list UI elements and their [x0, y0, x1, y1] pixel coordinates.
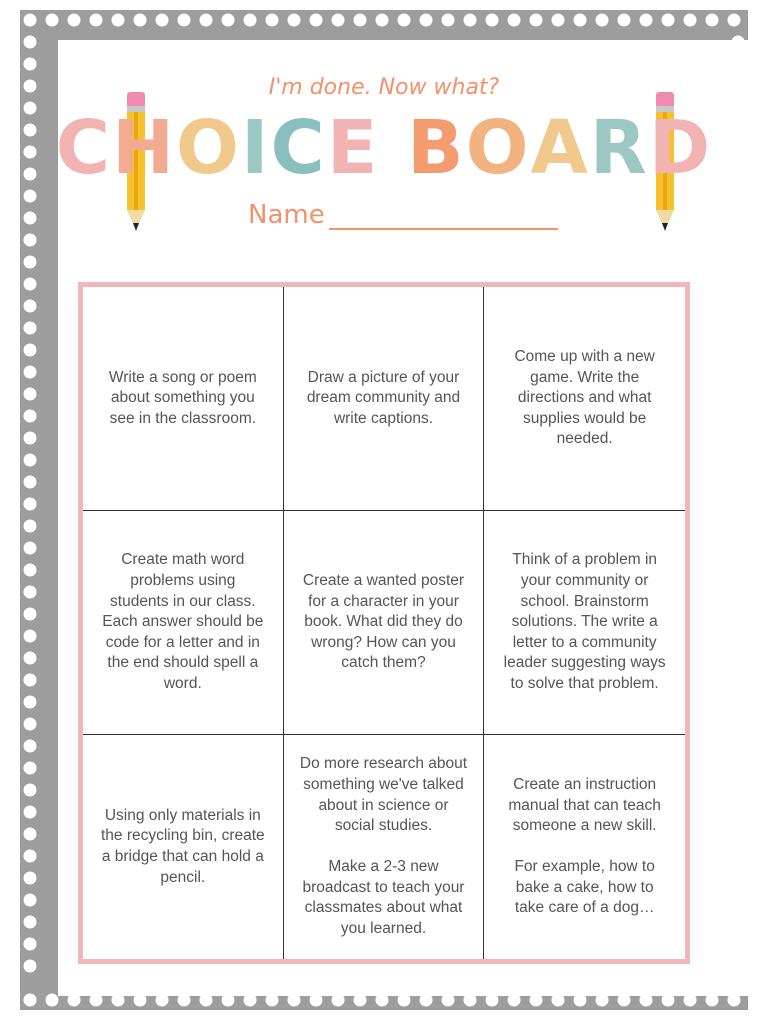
choice-cell: [284, 511, 485, 735]
border-dot: [90, 14, 103, 27]
border-dot: [24, 960, 37, 973]
border-dot: [442, 14, 455, 27]
border-dot: [24, 278, 37, 291]
border-dot: [24, 476, 37, 489]
choice-text: Create an instruction manual that can teach someone a new skill. For example, how to bake a cake, how to take care of a dog…: [508, 775, 661, 917]
border-dot: [420, 14, 433, 27]
border-dot: [618, 14, 631, 27]
name-blank-line[interactable]: [329, 202, 558, 230]
border-dot: [112, 14, 125, 27]
border-dot: [24, 300, 37, 313]
border-dot: [134, 14, 147, 27]
choice-cell: [83, 287, 284, 511]
border-dot: [24, 256, 37, 269]
choice-text: Draw a picture of your dream community and write captions.: [306, 368, 461, 427]
choice-board-title: [0, 98, 768, 198]
border-dot: [24, 696, 37, 709]
choice-cell: [83, 511, 284, 735]
border-dot: [552, 14, 565, 27]
border-dot: [508, 14, 521, 27]
border-dot: [24, 520, 37, 533]
title-letter: [379, 98, 407, 198]
border-dot: [398, 14, 411, 27]
border-dot: [24, 454, 37, 467]
border-dot: [24, 916, 37, 929]
border-dot: [244, 14, 257, 27]
border-dot: [24, 718, 37, 731]
choice-text: Come up with a new game. Write the directions and what supplies would be needed.: [514, 348, 655, 448]
border-dot: [24, 850, 37, 863]
border-dot: [24, 36, 37, 49]
border-dot: [24, 740, 37, 753]
border-dot: [728, 14, 741, 27]
choice-text: Create a wanted poster for a character in your book. What did they do wrong? How can you catch them?: [302, 572, 465, 672]
border-dot: [24, 806, 37, 819]
border-dot: [24, 322, 37, 335]
border-dot: [222, 14, 235, 27]
border-dot: [640, 14, 653, 27]
border-dot: [464, 14, 477, 27]
border-dot: [24, 894, 37, 907]
title-letter: O: [465, 105, 531, 191]
choice-text: Using only materials in the recycling bin, create a bridge that can hold a pencil.: [100, 806, 265, 886]
border-dot: [24, 564, 37, 577]
border-dot: [24, 608, 37, 621]
border-dot: [68, 14, 81, 27]
title-letter: B: [407, 105, 466, 191]
border-dot: [24, 994, 37, 1007]
choice-text: Create math word problems using students in our class. Each answer should be code for a letter and in the end should spell a word.: [102, 551, 264, 692]
title-letter: O: [176, 105, 241, 191]
border-dot: [24, 762, 37, 775]
border-dot: [46, 14, 59, 27]
choice-text: Write a song or poem about something you see in the classroom.: [108, 368, 257, 427]
border-dot: [24, 432, 37, 445]
border-dot: [24, 784, 37, 797]
title-letter: E: [326, 105, 380, 191]
border-dot: [24, 828, 37, 841]
border-dot: [24, 388, 37, 401]
border-dot: [662, 14, 675, 27]
border-dot: [684, 14, 697, 27]
border-dot: [310, 14, 323, 27]
border-dot: [24, 14, 37, 27]
choice-cell: [484, 735, 685, 959]
border-dot: [376, 14, 389, 27]
border-dot: [24, 234, 37, 247]
border-dot: [24, 410, 37, 423]
border-dot: [486, 14, 499, 27]
title-letter: H: [112, 105, 177, 191]
border-dot: [24, 674, 37, 687]
border-dot: [46, 994, 59, 1007]
name-field[interactable]: [248, 200, 558, 230]
choice-text: Think of a problem in your community or school. Brainstorm solutions. The write a letter to a community leader suggesting ways to solve that problem.: [503, 551, 666, 692]
choice-text: Do more research about something we've talked about in science or social studies. Make a 2-3 new broadcast to teach your classmates about what you learned.: [299, 755, 468, 938]
title-letter: D: [648, 105, 713, 191]
choice-cell: [83, 735, 284, 959]
border-dot: [266, 14, 279, 27]
choice-cell: [484, 287, 685, 511]
border-dot: [596, 14, 609, 27]
border-dot: [530, 14, 543, 27]
choice-grid: [78, 282, 690, 964]
border-dot: [574, 14, 587, 27]
border-dot: [24, 212, 37, 225]
title-letter: A: [530, 105, 590, 191]
subtitle: I'm done. Now what?: [268, 75, 500, 100]
choice-cell: [284, 735, 485, 959]
border-dot: [24, 58, 37, 71]
border-dot: [354, 14, 367, 27]
choice-cell: [484, 511, 685, 735]
border-dot: [24, 542, 37, 555]
border-dot: [24, 630, 37, 643]
title-letter: I: [240, 105, 271, 191]
border-dot: [24, 498, 37, 511]
border-dot: [706, 14, 719, 27]
border-dot: [24, 366, 37, 379]
choice-cell: [284, 287, 485, 511]
title-letter: C: [55, 105, 113, 191]
border-dot: [156, 14, 169, 27]
border-dot: [288, 14, 301, 27]
border-dot: [200, 14, 213, 27]
border-dot: [178, 14, 191, 27]
title-letter: R: [589, 105, 649, 191]
border-dot: [24, 586, 37, 599]
border-dot: [24, 344, 37, 357]
border-dot: [332, 14, 345, 27]
border-dot: [24, 938, 37, 951]
title-letter: C: [270, 105, 327, 191]
name-label: Name: [248, 200, 325, 230]
border-dot: [24, 872, 37, 885]
border-dot: [24, 652, 37, 665]
